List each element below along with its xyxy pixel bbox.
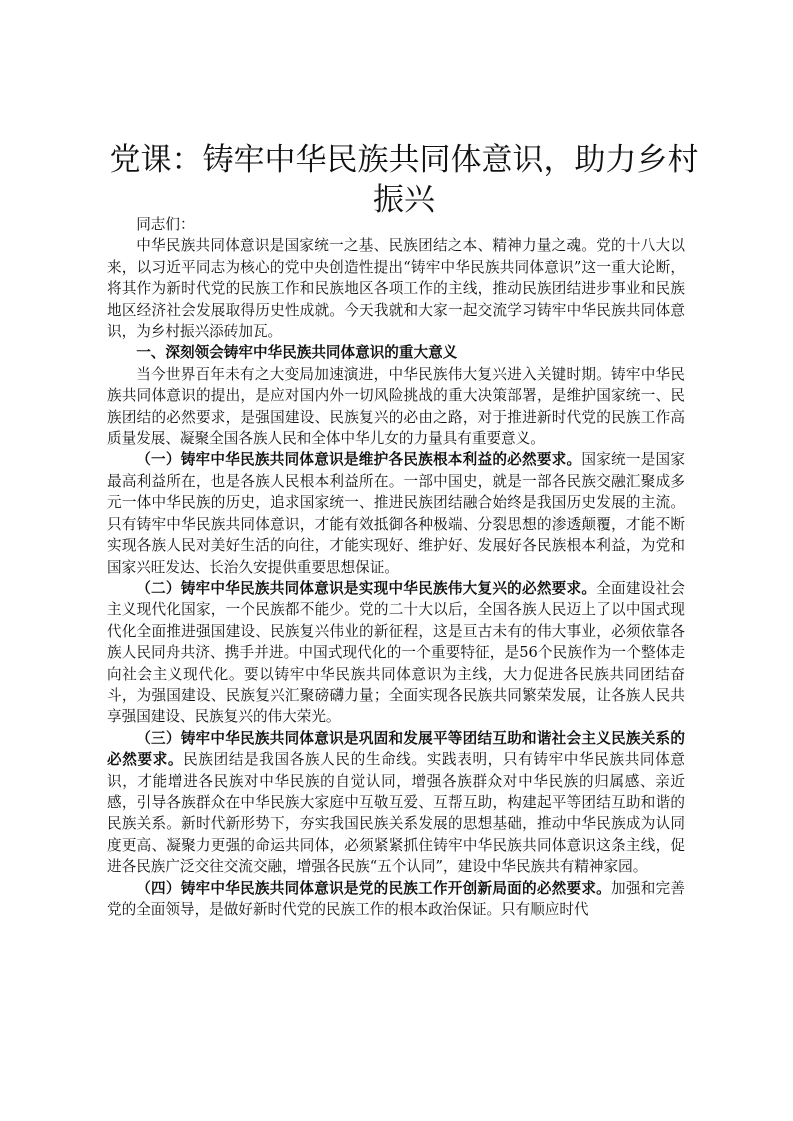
point-paragraph-3 — [107, 728, 685, 878]
point-text-4: 加强和完善党的全面领导，是做好新时代党的民族工作的根本政治保证。只有顺应时代 — [107, 879, 685, 918]
point-lead-4: （四）铸牢中华民族共同体意识是党的民族工作开创新局面的必然要求。 — [136, 879, 612, 897]
section-heading: 一、深刻领会铸牢中华民族共同体意识的重大意义 — [136, 344, 458, 362]
document-body — [107, 214, 685, 920]
point-text-3: 民族团结是我国各族人民的生命线。实践表明，只有铸牢中华民族共同体意识，才能增进各民族对中华民族的自觉认同，增强各族群众对中华民族的归属感、亲近感，引导各族群众在中华民族大家庭中互敬互爱、互帮互助，构建起平等团结互助和谐的民族关系。新时代新形势下，夯实我国民族关系发展的思想基础，推动中华民族成为认同度更高、凝聚力更强的命运共同体，必须紧紧抓住铸牢中华民族共同体意识这条主线，促进各民族广泛交往交流交融，增强各民族“五个认同”，建设中华民族共有精神家园。 — [107, 751, 685, 876]
point-text-2: 全面建设社会主义现代化国家，一个民族都不能少。党的二十大以后，全国各族人民迈上了以中国式现代化全面推进强国建设、民族复兴伟业的新征程，这是亘古未有的伟大事业，必须依靠各族人民同舟共济、携手并进。中国式现代化的一个重要特征，是56个民族作为一个整体走向社会主义现代化。要以铸牢中华民族共同体意识为主线，大力促进各民族共同团结奋斗，为强国建设、民族复兴汇聚磅礴力量；全面实现各民族共同繁荣发展，让各族人民共享强国建设、民族复兴的伟大荣光。 — [107, 579, 685, 726]
point-text-1: 国家统一是国家最高利益所在，也是各族人民根本利益所在。一部中国史，就是一部各民族交融汇聚成多元一体中华民族的历史，追求国家统一、推进民族团结融合始终是我国历史发展的主流。只有铸牢中华民族共同体意识，才能有效抵御各种极端、分裂思想的渗透颠覆，才能不断实现各族人民对美好生活的向往，才能实现好、维护好、发展好各民族根本利益，为党和国家兴旺发达、长治久安提供重要思想保证。 — [107, 451, 685, 576]
point-paragraph-4 — [107, 878, 685, 921]
section-intro-paragraph: 当今世界百年未有之大变局加速演进，中华民族伟大复兴进入关键时期。铸牢中华民族共同体意识的提出，是应对国内外一切风险挑战的重大决策部署，是维护国家统一、民族团结的必然要求，是强国建设、民族复兴的必由之路，对于推进新时代党的民族工作高质量发展、凝聚全国各族人民和全体中华儿女的力量具有重要意义。 — [107, 365, 685, 448]
salutation: 同志们： — [136, 216, 195, 233]
point-lead-2: （二）铸牢中华民族共同体意识是实现中华民族伟大复兴的必然要求。 — [136, 579, 597, 597]
point-lead-1: （一）铸牢中华民族共同体意识是维护各民族根本利益的必然要求。 — [136, 451, 582, 469]
document-title: 党课：铸牢中华民族共同体意识，助力乡村振兴 — [109, 142, 699, 218]
point-paragraph-1 — [107, 449, 685, 577]
point-lead-3: （三）铸牢中华民族共同体意识是巩固和发展平等团结互助和谐社会主义民族关系的必然要求。 — [107, 729, 685, 769]
point-paragraph-2 — [107, 578, 685, 728]
intro-paragraph: 中华民族共同体意识是国家统一之基、民族团结之本、精神力量之魂。党的十八大以来，以习近平同志为核心的党中央创造性提出“铸牢中华民族共同体意识”这一重大论断，将其作为新时代党的民族工作和民族地区各项工作的主线，推动民族团结进步事业和民族地区经济社会发展取得历史性成就。今天我就和大家一起交流学习铸牢中华民族共同体意识，为乡村振兴添砖加瓦。 — [107, 237, 685, 341]
